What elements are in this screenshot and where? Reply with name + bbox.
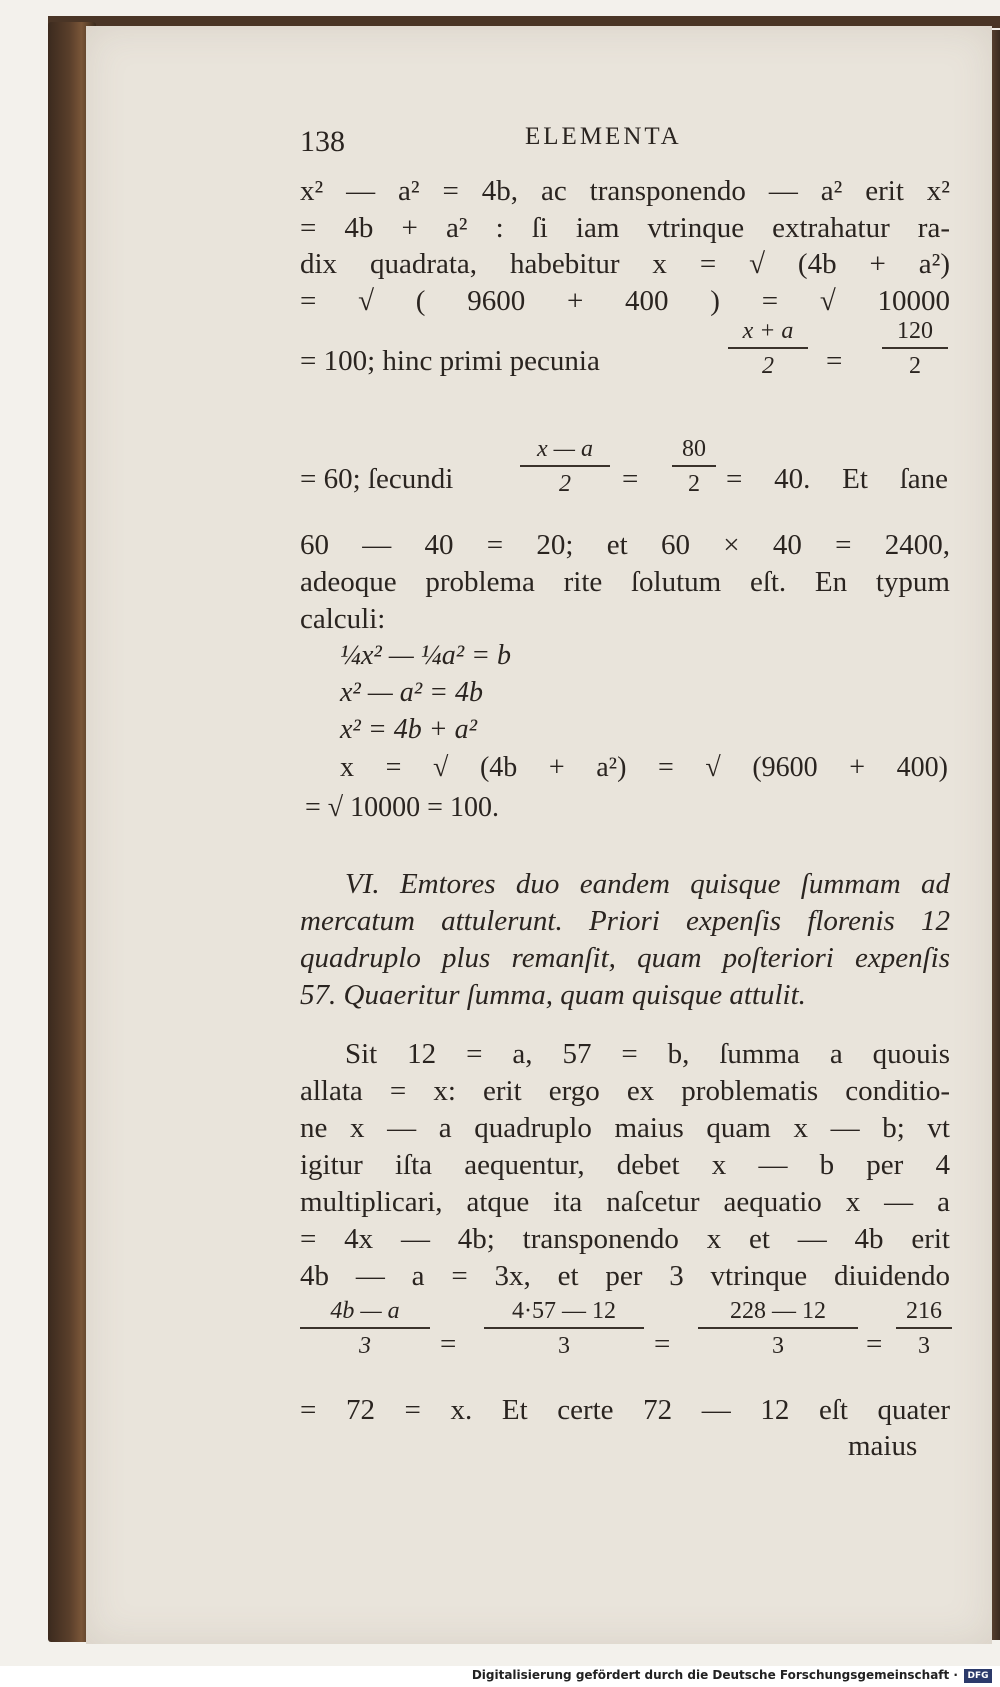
fraction-bar	[882, 347, 948, 349]
problem-line: 57. Quaeritur ſumma, quam quisque attulit.	[300, 979, 806, 1011]
fraction-bar	[896, 1327, 952, 1329]
solution-line: igitur iſta aequentur, debet x — b per 4	[300, 1149, 950, 1181]
fraction	[728, 318, 808, 380]
problem-line: mercatum attulerunt. Priori expenſis florenis 12	[300, 905, 950, 937]
fraction-bar	[672, 465, 716, 467]
fraction	[520, 436, 610, 498]
fraction	[698, 1298, 858, 1360]
fraction-numerator: 216	[906, 1298, 942, 1324]
running-head: ELEMENTA	[525, 123, 682, 150]
fraction-numerator: x — a	[537, 436, 593, 462]
solution-line: allata = x: erit ergo ex problematis conditio-	[300, 1075, 950, 1107]
problem-line: VI. Emtores duo eandem quisque ſummam ad	[345, 868, 950, 900]
solution-line: = 72 = x. Et certe 72 — 12 eſt quater	[300, 1394, 950, 1426]
solution-line: ne x — a quadruplo maius quam x — b; vt	[300, 1112, 950, 1144]
fraction-denominator: 3	[918, 1333, 930, 1359]
equals-sign: =	[622, 463, 639, 495]
fraction-bar	[300, 1327, 430, 1329]
fraction	[896, 1298, 952, 1360]
calculation-line: x² — a² = 4b	[340, 677, 484, 708]
fraction-denominator: 2	[559, 471, 571, 497]
text-line: dix quadrata, habebitur x = √ (4b + a²)	[300, 248, 950, 280]
text-line: = 100; hinc primi pecunia	[300, 345, 600, 377]
calculation-line: = √ 10000 = 100.	[305, 792, 499, 823]
fraction-denominator: 3	[359, 1333, 371, 1359]
fraction-bar	[520, 465, 610, 467]
solution-line: = 4x — 4b; transponendo x et — 4b erit	[300, 1223, 950, 1255]
equals-sign: =	[440, 1328, 457, 1360]
fraction-numerator: 4b — a	[330, 1298, 400, 1324]
equals-sign: =	[826, 345, 843, 377]
fraction	[300, 1298, 430, 1360]
calculation-line: ¼x² — ¼a² = b	[340, 640, 512, 671]
fraction-numerator: x + a	[742, 318, 794, 344]
fraction-denominator: 3	[772, 1333, 784, 1359]
fraction	[484, 1298, 644, 1360]
fraction-numerator: 80	[682, 436, 706, 462]
fraction-denominator: 2	[909, 353, 921, 379]
solution-line: multiplicari, atque ita naſcetur aequatio x — a	[300, 1186, 950, 1218]
text-line: 60 — 40 = 20; et 60 × 40 = 2400,	[300, 529, 950, 561]
fraction	[882, 318, 948, 380]
problem-line: quadruplo plus remanſit, quam poſteriori expenſis	[300, 942, 950, 974]
dfg-logo: DFG	[964, 1669, 992, 1683]
text-line: = √ ( 9600 + 400 ) = √ 10000	[300, 285, 950, 317]
funding-credit: Digitalisierung gefördert durch die Deutsche Forschungsgemeinschaft ·	[471, 1668, 958, 1682]
text-line: calculi:	[300, 603, 386, 635]
fraction-numerator: 120	[897, 318, 933, 344]
fraction-denominator: 2	[688, 471, 700, 497]
equals-sign: =	[654, 1328, 671, 1360]
fraction-numerator: 228 — 12	[730, 1298, 826, 1324]
fraction-denominator: 2	[762, 353, 774, 379]
equals-sign: =	[866, 1328, 883, 1360]
fraction	[672, 436, 716, 498]
calculation-line: x² = 4b + a²	[340, 714, 478, 745]
text-line: = 60; ſecundi	[300, 463, 454, 495]
text-line: = 4b + a² : ſi iam vtrinque extrahatur ra-	[300, 212, 950, 244]
fraction-denominator: 3	[558, 1333, 570, 1359]
fraction-bar	[728, 347, 808, 349]
text-line: adeoque problema rite ſolutum eſt. En typum	[300, 566, 950, 598]
fraction-bar	[698, 1327, 858, 1329]
page-number: 138	[300, 125, 345, 158]
text-line: = 40. Et ſane	[726, 463, 948, 495]
fraction-numerator: 4·57 — 12	[512, 1298, 616, 1324]
calculation-line: x = √ (4b + a²) = √ (9600 + 400)	[340, 752, 948, 783]
solution-line: Sit 12 = a, 57 = b, ſumma a quouis	[345, 1038, 950, 1070]
solution-line: 4b — a = 3x, et per 3 vtrinque diuidendo	[300, 1260, 950, 1292]
fraction-bar	[484, 1327, 644, 1329]
text-line: x² — a² = 4b, ac transponendo — a² erit x²	[300, 175, 950, 207]
catchword: maius	[848, 1430, 918, 1462]
